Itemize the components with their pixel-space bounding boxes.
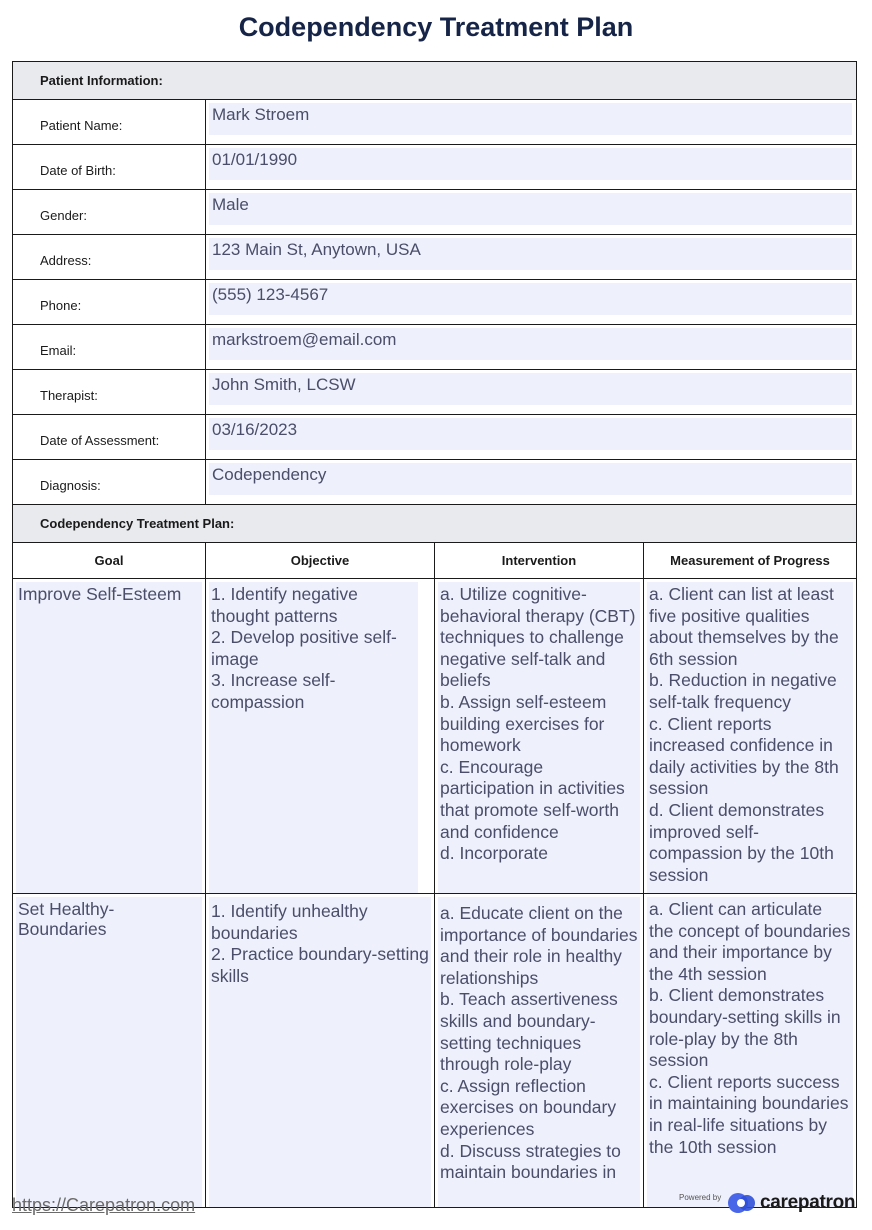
field-label: Email: [13, 325, 206, 370]
intervention-cell[interactable]: a. Utilize cognitive-behavioral therapy (CBT) techniques to challenge negative self-talk and beliefs b. Assign self-esteem building exercises for homework c. Encourage participation in activities that promote self-worth and confidence d. Incorporate [438, 582, 640, 893]
carepatron-link[interactable]: https://Carepatron.com [12, 1195, 196, 1215]
patient-info-heading: Patient Information: [13, 62, 857, 100]
email-field[interactable]: markstroem@email.com [209, 328, 852, 360]
phone-field[interactable]: (555) 123-4567 [209, 283, 852, 315]
field-row-email [13, 325, 857, 370]
field-row-date-of-assessment [13, 415, 857, 460]
measurement-cell[interactable]: a. Client can articulate the concept of boundaries and their importance by the 4th session b. Client demonstrates boundary-setting skills in role-play by the 8th session c. Client reports success in maintaining boundaries in real-life situations by the 10th session [647, 897, 853, 1207]
powered-by-label: Powered by [679, 1193, 722, 1202]
field-row-address [13, 235, 857, 280]
gender-field[interactable]: Male [209, 193, 852, 225]
column-header-goal: Goal [13, 543, 206, 579]
column-header-measurement: Measurement of Progress [644, 543, 857, 579]
goal-cell[interactable]: Set Healthy-Boundaries [16, 897, 202, 1207]
therapist-field[interactable]: John Smith, LCSW [209, 373, 852, 405]
field-row-date-of-birth [13, 145, 857, 190]
patient-name-field[interactable]: Mark Stroem [209, 103, 852, 135]
goal-cell[interactable]: Improve Self-Esteem [16, 582, 202, 893]
address-field[interactable]: 123 Main St, Anytown, USA [209, 238, 852, 270]
field-label: Date of Birth: [13, 145, 206, 190]
treatment-plan-form [12, 61, 857, 1208]
table-row [13, 894, 857, 1208]
page-title: Codependency Treatment Plan [238, 12, 634, 42]
intervention-cell[interactable]: a. Educate client on the importance of boundaries and their role in healthy relationships b. Teach assertiveness skills and boundary-setting techniques through role-play c. Assign reflection exercises on boundary experiences d. Discuss strategies to maintain boundaries in [438, 897, 640, 1207]
field-label: Gender: [13, 190, 206, 235]
field-row-phone [13, 280, 857, 325]
field-label: Patient Name: [13, 100, 206, 145]
field-row-therapist [13, 370, 857, 415]
objective-cell[interactable]: 1. Identify negative thought patterns 2. Develop positive self-image 3. Increase self-compassion [209, 582, 418, 893]
field-label: Date of Assessment: [13, 415, 206, 460]
field-row-diagnosis [13, 460, 857, 505]
field-label: Address: [13, 235, 206, 280]
date-of-assessment-field[interactable]: 03/16/2023 [209, 418, 852, 450]
field-row-patient-name [13, 100, 857, 145]
treatment-plan-heading: Codependency Treatment Plan: [13, 505, 857, 543]
field-label: Diagnosis: [13, 460, 206, 505]
field-label: Therapist: [13, 370, 206, 415]
carepatron-logo-icon [728, 1190, 756, 1216]
carepatron-logo [728, 1190, 855, 1216]
plan-column-headers [13, 543, 857, 579]
objective-cell[interactable]: 1. Identify unhealthy boundaries 2. Practice boundary-setting skills [209, 897, 431, 1207]
table-row [13, 579, 857, 894]
column-header-objective: Objective [206, 543, 435, 579]
diagnosis-field[interactable]: Codependency [209, 463, 852, 495]
column-header-intervention: Intervention [435, 543, 644, 579]
carepatron-wordmark: carepatron [760, 1192, 856, 1213]
date-of-birth-field[interactable]: 01/01/1990 [209, 148, 852, 180]
field-label: Phone: [13, 280, 206, 325]
field-row-gender [13, 190, 857, 235]
measurement-cell[interactable]: a. Client can list at least five positive qualities about themselves by the 6th session b. Reduction in negative self-talk frequency c. Client reports increased confidence in daily activities by the 8th session d. Client demonstrates improved self-compassion by the 10th session [647, 582, 853, 893]
